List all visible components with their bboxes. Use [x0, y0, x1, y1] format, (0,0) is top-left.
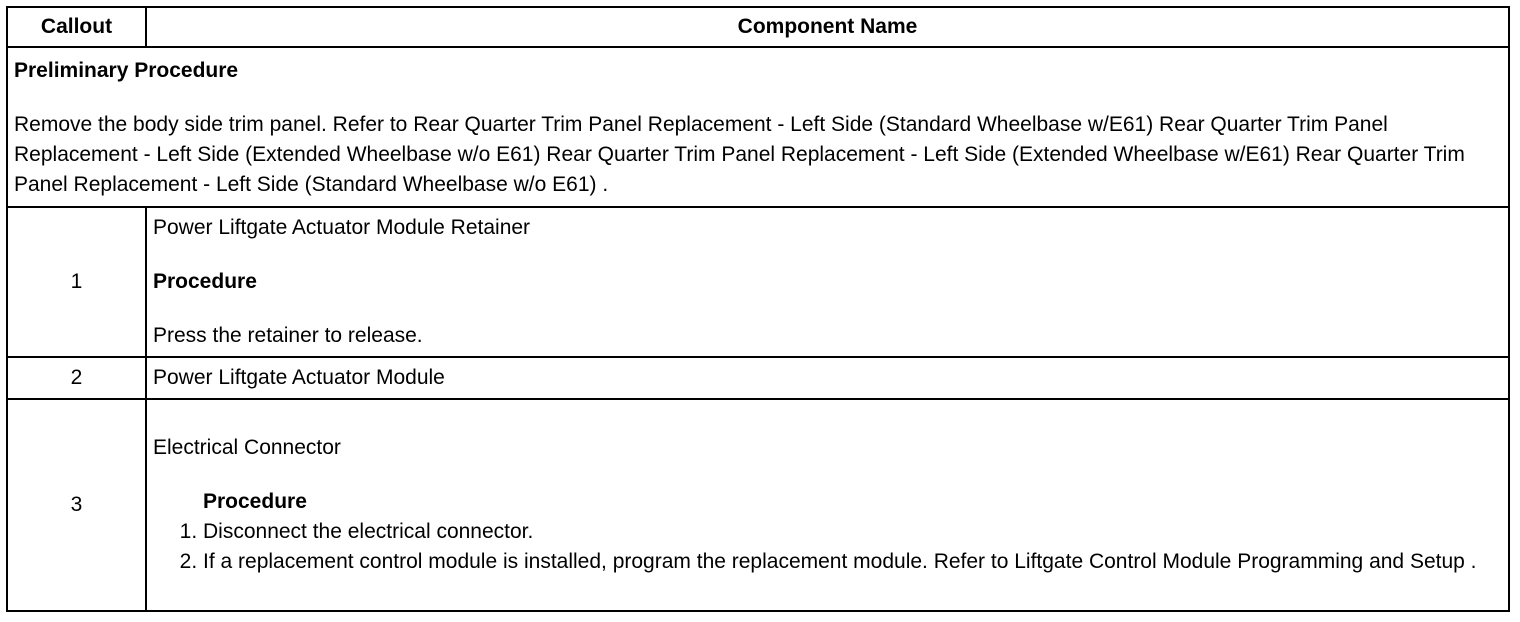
callout-number: 2 [7, 357, 146, 399]
component-cell [146, 357, 1509, 399]
component-name: Power Liftgate Actuator Module Retainer [153, 216, 531, 239]
table-row [7, 357, 1509, 399]
table-header-row [7, 7, 1509, 47]
preliminary-text: Remove the body side trim panel. Refer to Rear Quarter Trim Panel Replacement - Left Side (Standard Wheelbase w/E61) Rear Quarter Trim Panel Replacement - Left Side (Extended Wheelbase w/o E61) Rear Quarter Trim Panel Replacement - Left Side (Extended Wheelbase w/E61) Rear Quarter Trim Panel Replacement - Left Side (Standard Wheelbase w/o E61) . [14, 113, 1465, 196]
component-name: Power Liftgate Actuator Module [153, 366, 445, 389]
component-cell [146, 207, 1509, 357]
procedure-step: 2. If a replacement control module is installed, program the replacement module. Refer to Liftgate Control Module Programming and Setup . [203, 547, 1502, 577]
header-callout: Callout [7, 7, 146, 47]
procedure-step: 1. Disconnect the electrical connector. [203, 517, 1502, 547]
procedure-text: Press the retainer to release. [153, 324, 423, 347]
callout-table [6, 6, 1510, 612]
procedure-document [6, 6, 1508, 612]
component-cell [146, 399, 1509, 611]
preliminary-row [7, 47, 1509, 207]
callout-number: 3 [7, 399, 146, 611]
preliminary-cell [7, 47, 1509, 207]
procedure-label: Procedure [153, 270, 257, 293]
table-row [7, 399, 1509, 611]
table-row [7, 207, 1509, 357]
component-name: Electrical Connector [153, 436, 341, 459]
header-component-name: Component Name [146, 7, 1509, 47]
procedure-steps [153, 517, 1502, 577]
callout-number: 1 [7, 207, 146, 357]
procedure-label: Procedure [203, 490, 307, 513]
preliminary-title: Preliminary Procedure [14, 59, 239, 82]
